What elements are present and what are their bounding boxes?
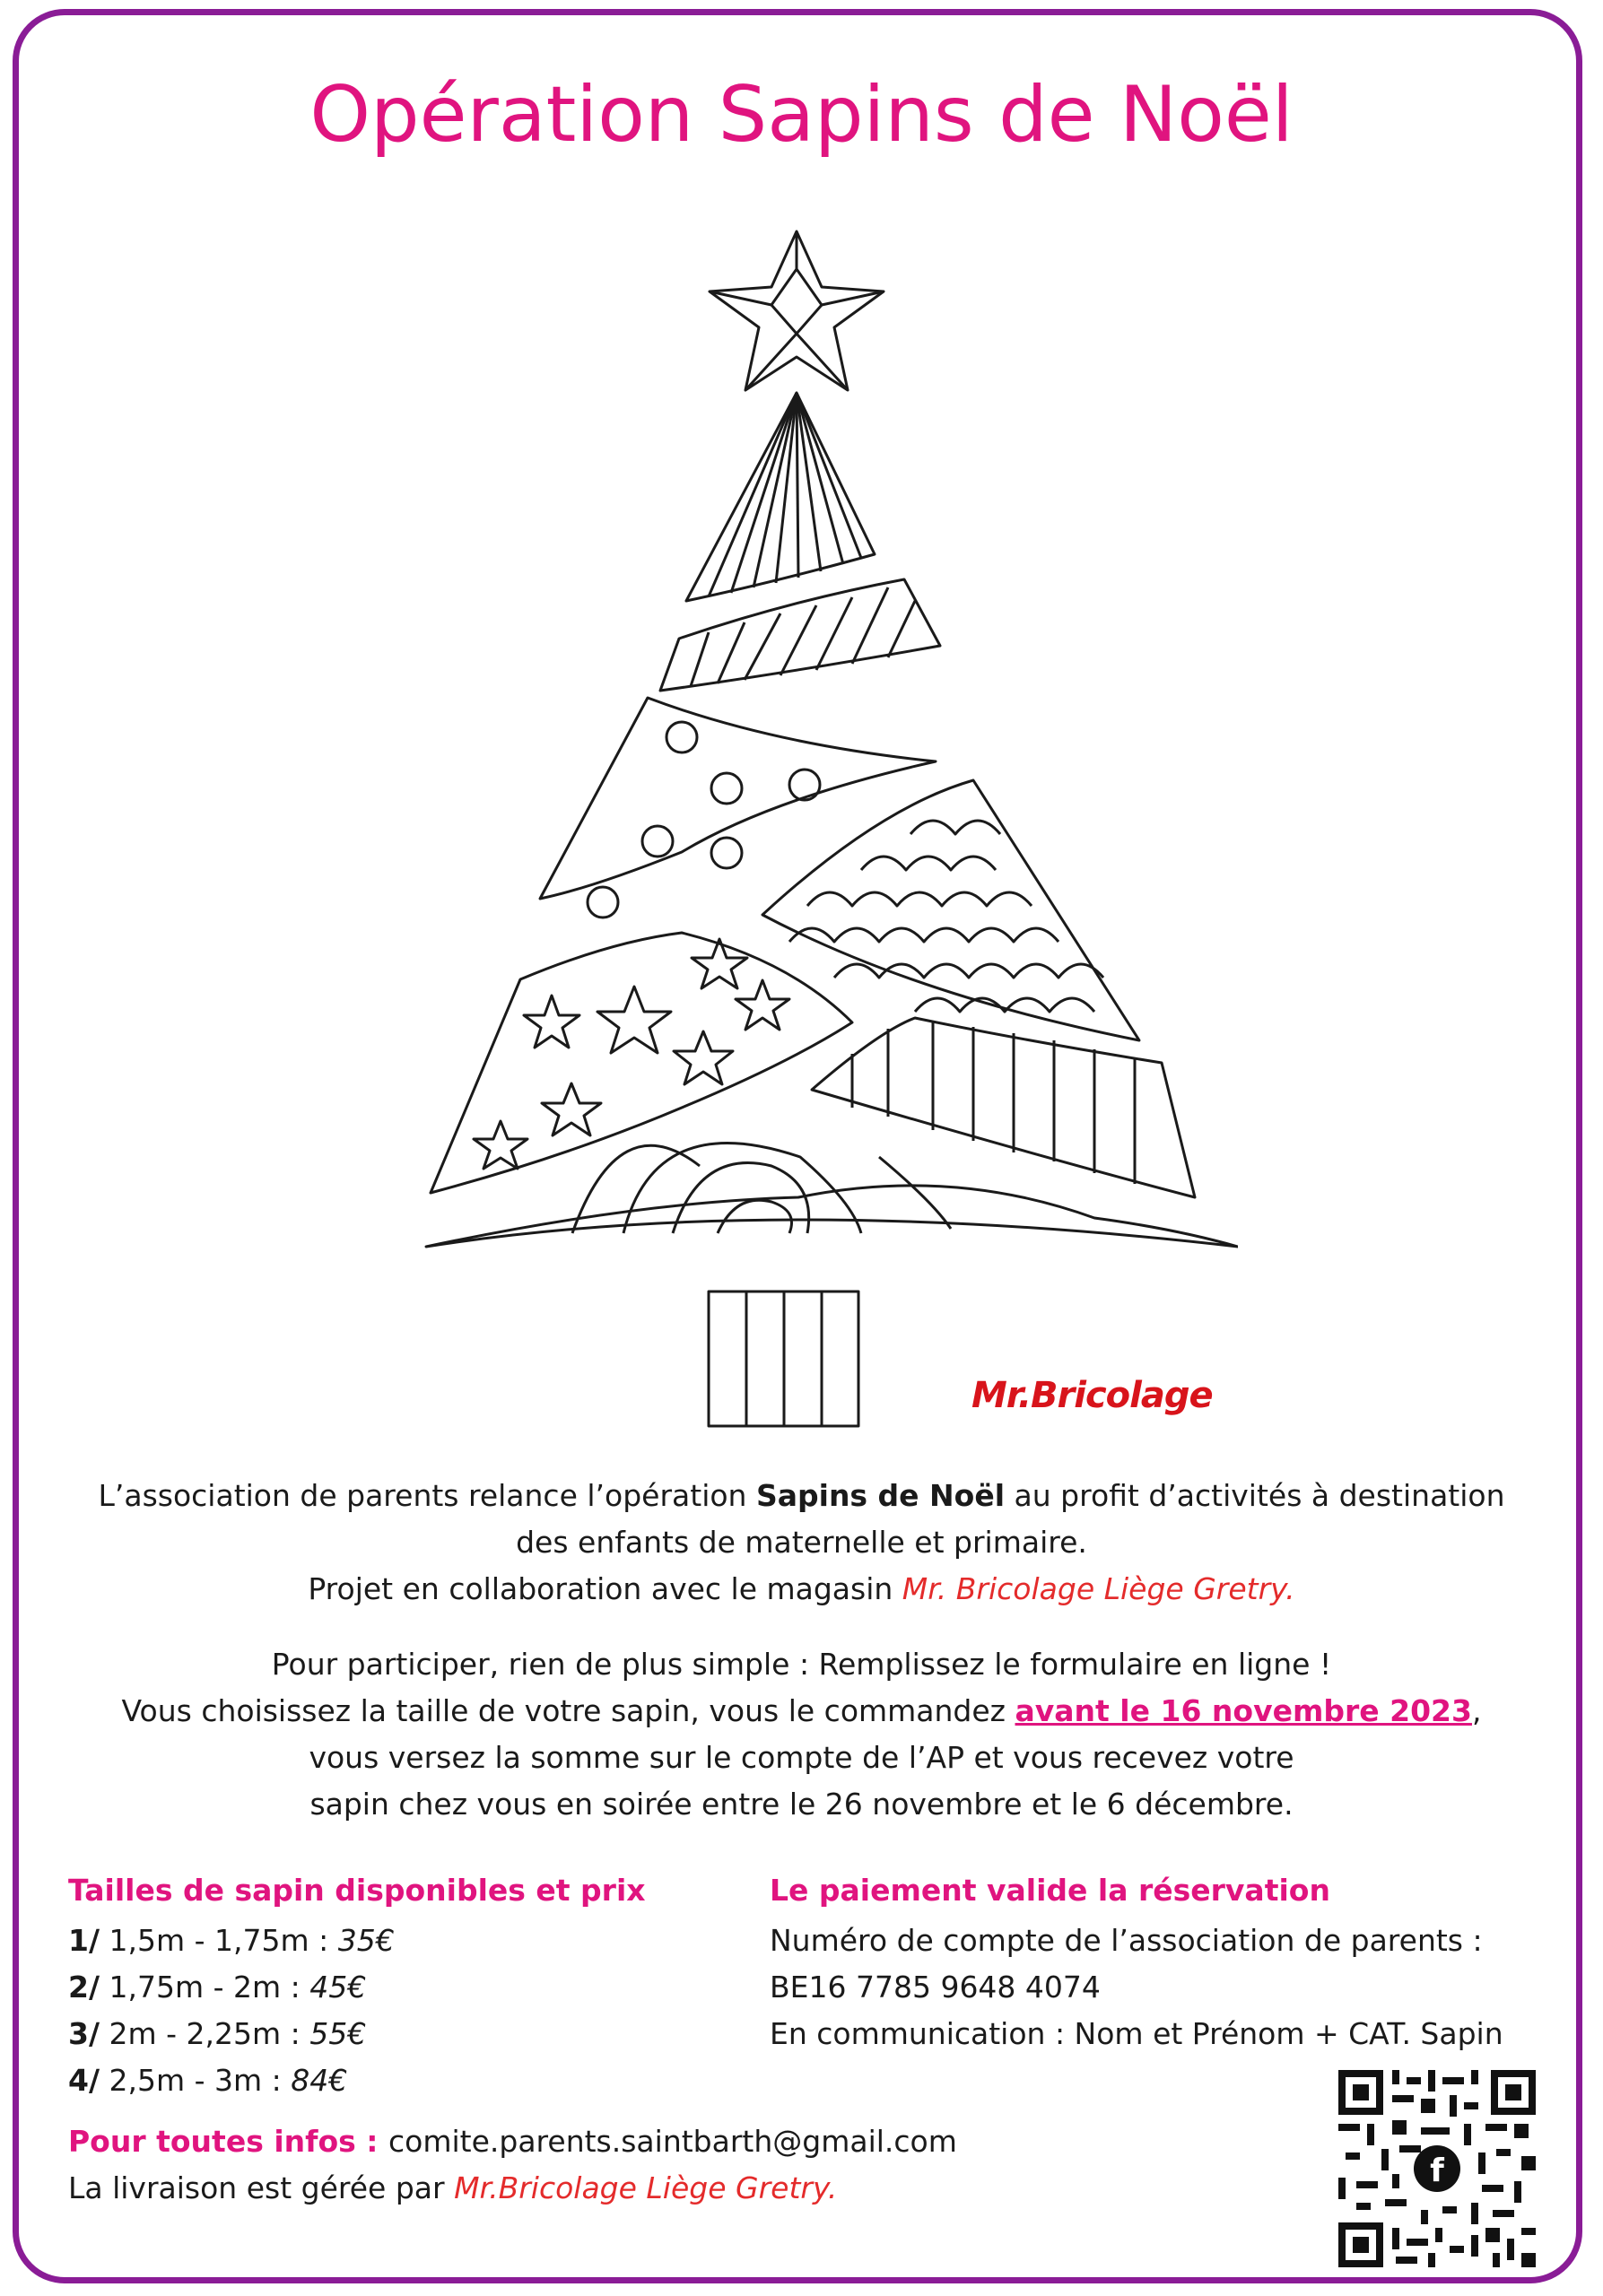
mr-bricolage-logo: Mr.Bricolage [971,1375,1213,1416]
email-link[interactable]: comite.parents.saintbarth@gmail.com [388,2124,957,2159]
tree-vertical-stripes-band [812,1018,1195,1197]
facebook-icon: f [1430,2152,1444,2189]
payment-heading: Le paiement valide la réservation [770,1873,1330,1908]
how-line-4: sapin chez vous en soirée entre le 26 novembre et le 6 décembre. [309,1787,1294,1822]
how-line-2: Vous choisissez la taille de votre sapin, vous le commandez avant le 16 novembre 2023, [121,1693,1482,1728]
size-item: 3/ 2m - 2,25m : 55€ [68,2016,367,2051]
payment-line-1: Numéro de compte de l’association de parents : [770,1923,1483,1958]
tree-trunk [709,1292,858,1426]
sizes-heading: Tailles de sapin disponibles et prix [68,1873,646,1908]
sizes-section [68,1867,646,2104]
how-to-participate [0,1641,1603,1828]
qr-code[interactable] [1338,2070,1536,2267]
how-line-1: Pour participer, rien de plus simple : Remplissez le formulaire en ligne ! [271,1647,1332,1682]
tree-top-segment [686,393,875,601]
intro-line-1: L’association de parents relance l’opération Sapins de Noël au profit d’activités à destination [98,1478,1505,1513]
tree-stripe-band [660,579,940,691]
intro-line-2: des enfants de maternelle et primaire. [516,1525,1087,1560]
tree-scales-band [762,780,1139,1040]
page-title: Opération Sapins de Noël [309,70,1294,160]
contact-line: Pour toutes infos : comite.parents.saintbarth@gmail.com [68,2124,957,2159]
intro-line-3: Projet en collaboration avec le magasin Mr. Bricolage Liège Gretry. [308,1571,1295,1606]
tree-circles-band [540,698,936,918]
size-item: 1/ 1,5m - 1,75m : 35€ [68,1923,395,1958]
intro-paragraph [0,1473,1603,1613]
delivery-line: La livraison est gérée par Mr.Bricolage Liège Gretry. [68,2170,838,2205]
account-number: BE16 7785 9648 4074 [770,1970,1101,2005]
size-item: 2/ 1,75m - 2m : 45€ [68,1970,367,2005]
christmas-tree-illustration [413,224,1238,1435]
payment-communication: En communication : Nom et Prénom + CAT. Sapin [770,2016,1503,2051]
payment-section [770,1867,1503,2057]
deadline-link[interactable]: avant le 16 novembre 2023 [1015,1693,1472,1728]
how-line-3: vous versez la somme sur le compte de l’AP et vous recevez votre [309,1740,1294,1775]
tree-star [710,231,884,390]
footer-info [68,2118,957,2212]
size-item: 4/ 2,5m - 3m : 84€ [68,2063,348,2098]
